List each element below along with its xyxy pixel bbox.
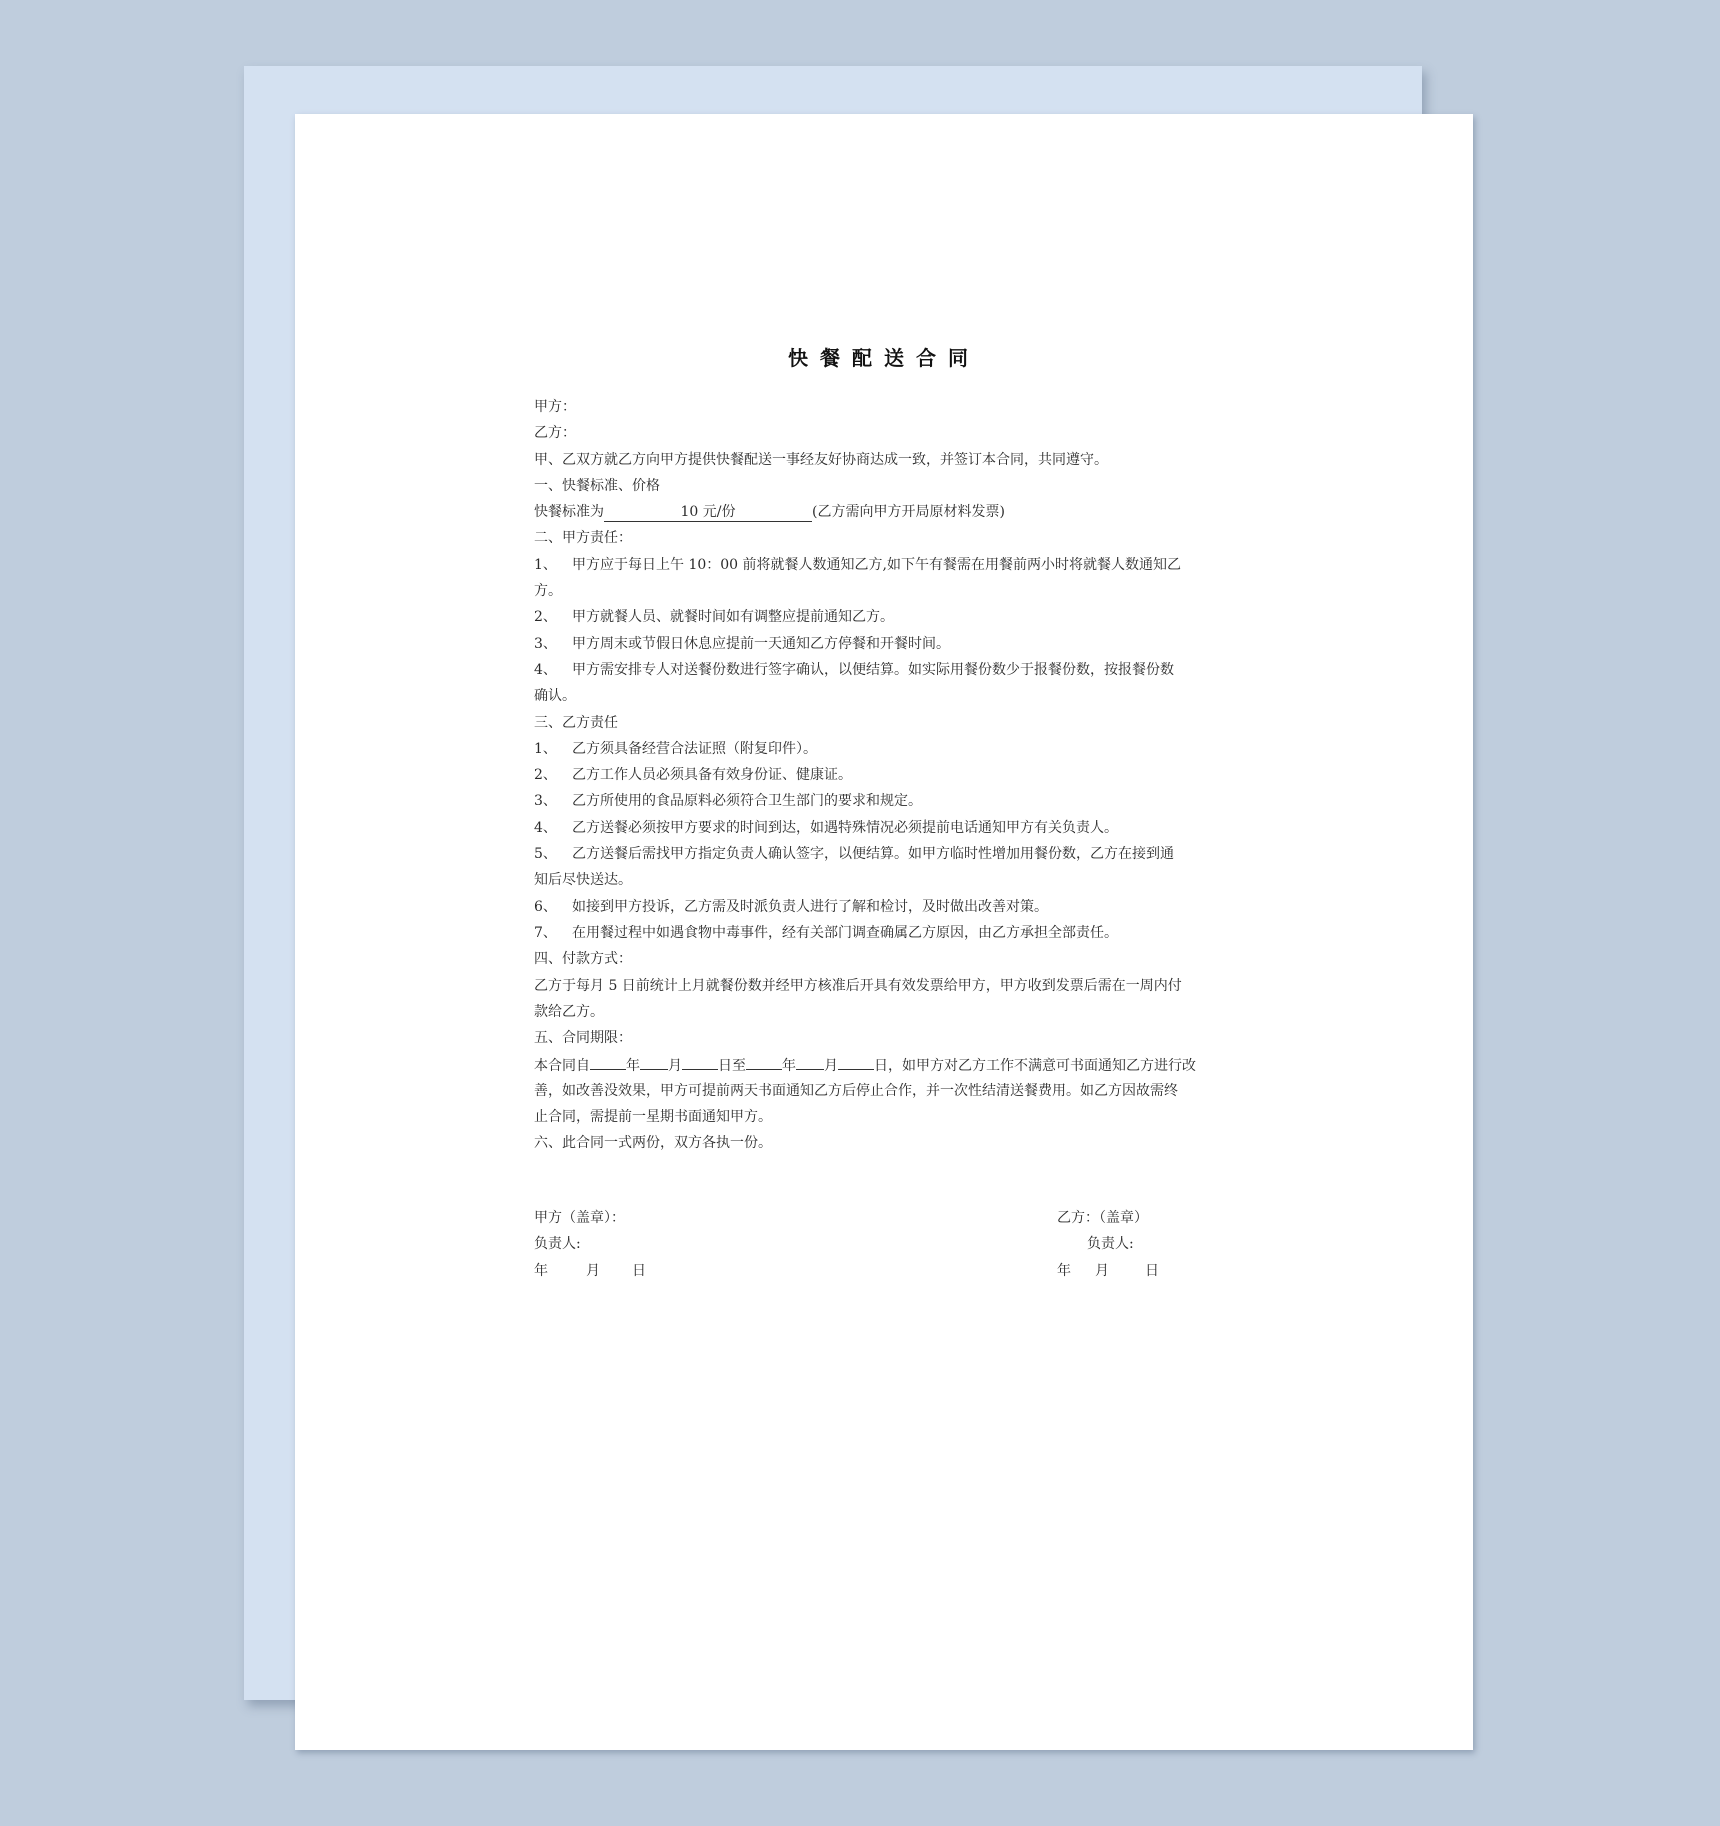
item-number: 1、 [534,556,557,573]
item-number: 4、 [534,819,557,836]
party-b-seal: 乙方：（盖章） [1057,1210,1148,1226]
contract-term-line [534,1051,1246,1077]
section-2-item-1 [534,552,1246,578]
item-text: 乙方工作人员必须具备有效身份证、健康证。 [572,767,852,784]
item-number: 2、 [534,609,557,626]
term-end-year-blank [746,1051,782,1070]
section-4-title: 四、付款方式： [534,951,632,968]
item-text: 确认。 [534,688,576,705]
date-day: 日 [1145,1262,1159,1279]
section-2-list [534,552,1246,710]
section-6-line: 六、此合同一式两份，双方各执一份。 [534,1135,772,1152]
item-text: 乙方送餐后需找甲方指定负责人确认签字，以便结算。如甲方临时性增加用餐份数，乙方在接到通 [572,846,1174,863]
term-text-end: 日，如甲方对乙方工作不满意可书面通知乙方进行改 [874,1058,1196,1075]
item-number: 5、 [534,846,557,863]
section-3-title: 三、乙方责任 [534,714,618,731]
term-start-year-blank [590,1051,626,1070]
intro-paragraph: 甲、乙双方就乙方向甲方提供快餐配送一事经友好协商达成一致，并签订本合同，共同遵守。 [534,451,1108,468]
term-to-label: 日至 [718,1058,746,1075]
item-number: 3、 [534,793,557,810]
term-end-year-label: 年 [782,1058,796,1075]
date-year: 年 [1057,1262,1071,1279]
section-3-item-6 [534,894,1246,920]
party-a-signature [534,1205,646,1284]
price-line [534,499,1246,525]
section-1-title: 一、快餐标准、价格 [534,477,660,494]
price-suffix: (乙方需向甲方开局原材料发票) [812,504,1005,521]
term-start-day-blank [682,1051,718,1070]
section-3-item-2 [534,762,1246,788]
section-4-line-2: 款给乙方。 [534,1003,604,1020]
date-year: 年 [534,1262,548,1279]
section-5-line-2: 善，如改善没效果，甲方可提前两天书面通知乙方后停止合作，并一次性结清送餐费用。如乙方因故需终 [534,1082,1178,1099]
party-a-line: 甲方： [534,399,576,415]
section-2-item-2 [534,604,1246,630]
item-text: 乙方须具备经营合法证照（附复印件）。 [572,740,817,757]
item-number: 1、 [534,740,557,757]
item-text: 甲方就餐人员、就餐时间如有调整应提前通知乙方。 [572,609,894,626]
section-3-item-3 [534,788,1246,814]
section-5-line-3: 止合同，需提前一星期书面通知甲方。 [534,1109,772,1126]
section-4-line-1: 乙方于每月 5 日前统计上月就餐份数并经甲方核准后开具有效发票给甲方，甲方收到发票后需在一周内付 [534,977,1182,994]
item-text: 乙方送餐必须按甲方要求的时间到达，如遇特殊情况必须提前电话通知甲方有关负责人。 [572,819,1118,836]
item-text: 甲方周末或节假日休息应提前一天通知乙方停餐和开餐时间。 [572,635,950,652]
party-a-date [534,1258,646,1284]
party-a-person: 负责人: [534,1236,581,1253]
item-number: 7、 [534,924,557,941]
item-text: 如接到甲方投诉，乙方需及时派负责人进行了解和检讨，及时做出改善对策。 [572,898,1048,915]
section-3-item-4 [534,815,1246,841]
item-number: 6、 [534,898,557,915]
price-prefix: 快餐标准为 [534,504,604,521]
section-3-item-5-cont [534,867,1246,893]
section-2-title: 二、甲方责任： [534,530,632,547]
document-title: 快餐配送合同 [788,346,980,370]
date-month: 月 [586,1262,600,1279]
section-2-item-3 [534,631,1246,657]
term-text-start: 本合同自 [534,1058,590,1075]
item-text: 方。 [534,583,562,600]
term-start-month-blank [640,1051,668,1070]
item-number: 4、 [534,661,557,678]
section-3-list [534,736,1246,946]
section-2-item-1-cont [534,578,1246,604]
item-text: 在用餐过程中如遇食物中毒事件，经有关部门调查确属乙方原因，由乙方承担全部责任。 [572,924,1118,941]
section-3-item-5 [534,841,1246,867]
term-end-month-blank [796,1051,824,1070]
party-b-date [1057,1258,1159,1284]
item-text: 乙方所使用的食品原料必须符合卫生部门的要求和规定。 [572,793,922,810]
term-end-day-blank [838,1051,874,1070]
date-month: 月 [1095,1262,1109,1279]
item-text: 知后尽快送达。 [534,872,632,889]
item-text: 甲方应于每日上午 10：00 前将就餐人数通知乙方,如下午有餐需在用餐前两小时将就餐人数通知乙 [572,556,1181,573]
party-b-signature [1057,1205,1159,1284]
term-end-month-label: 月 [824,1058,838,1075]
item-text: 甲方需安排专人对送餐份数进行签字确认，以便结算。如实际用餐份数少于报餐份数，按报餐份数 [572,661,1174,678]
party-b-person: 负责人: [1087,1236,1134,1253]
section-3-item-1 [534,736,1246,762]
section-2-item-4-cont [534,683,1246,709]
party-a-seal: 甲方（盖章）： [534,1210,625,1226]
section-3-item-7 [534,920,1246,946]
contract-page [295,114,1473,1750]
section-2-item-4 [534,657,1246,683]
section-5-title: 五、合同期限： [534,1030,632,1047]
contract-body [534,394,1246,1157]
date-day: 日 [632,1262,646,1279]
term-year-label: 年 [626,1058,640,1075]
item-number: 2、 [534,767,557,784]
party-b-line: 乙方： [534,425,576,442]
term-month-label: 月 [668,1058,682,1075]
item-number: 3、 [534,635,557,652]
price-blank: 10 元/份 [604,503,812,522]
